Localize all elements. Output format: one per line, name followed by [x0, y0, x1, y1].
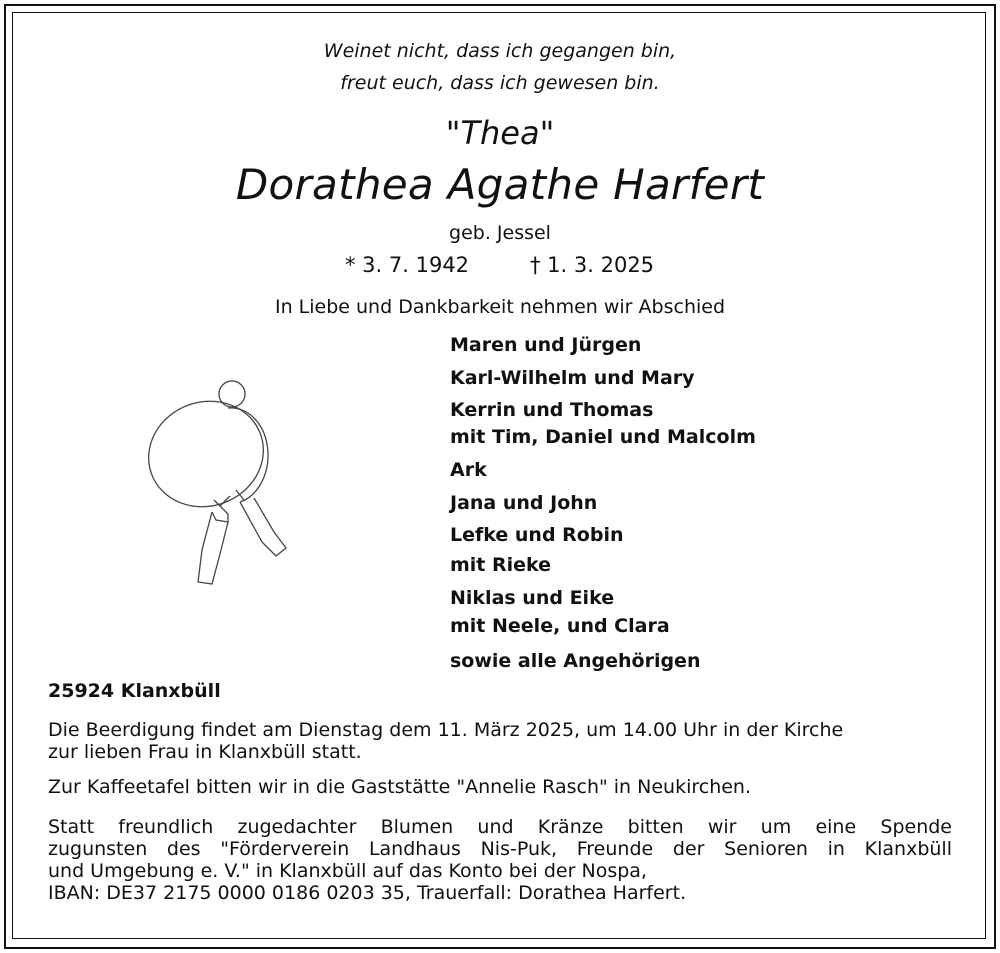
- donation-line-2: zugunsten des "Förderverein Landhaus Nis-Puk, Freunde der Senioren in Klanxbüll: [48, 838, 952, 860]
- birth-date: * 3. 7. 1942: [345, 253, 470, 277]
- mourner-line: mit Neele, und Clara: [450, 615, 670, 637]
- mourner-line: mit Rieke: [450, 554, 552, 576]
- farewell-line: In Liebe und Dankbarkeit nehmen wir Abschied: [274, 296, 726, 318]
- mourner-line: Karl-Wilhelm und Mary: [450, 367, 695, 389]
- donation-line-3: und Umgebung e. V." in Klanxbüll auf das Konto bei der Nospa,: [48, 860, 647, 882]
- funeral-line-1: Die Beerdigung findet am Dienstag dem 11. März 2025, um 14.00 Uhr in der Kirche: [48, 719, 844, 741]
- mourner-line: mit Tim, Daniel und Malcolm: [450, 426, 756, 448]
- death-date: † 1. 3. 2025: [530, 253, 655, 277]
- birth-name: geb. Jessel: [449, 222, 551, 244]
- town-line: 25924 Klanxbüll: [48, 680, 221, 702]
- nickname: "Thea": [445, 114, 555, 152]
- mourner-line: Maren und Jürgen: [450, 334, 642, 356]
- donation-line-1: Statt freundlich zugedachter Blumen und Kränze bitten wir um eine Spende: [48, 816, 952, 838]
- donation-line-4: IBAN: DE37 2175 0000 0186 0203 35, Trauerfall: Dorathea Harfert.: [48, 882, 687, 904]
- mourner-line: sowie alle Angehörigen: [450, 650, 701, 672]
- funeral-line-2: zur lieben Frau in Klanxbüll statt.: [48, 741, 362, 763]
- poem-line-2: freut euch, dass ich gewesen bin.: [340, 72, 660, 94]
- mourner-line: Jana und John: [450, 492, 598, 514]
- mourner-line: Lefke und Robin: [450, 524, 624, 546]
- mourner-line: Ark: [450, 459, 487, 481]
- donation-paragraph: [48, 816, 952, 904]
- table-tennis-paddles-icon: [136, 372, 306, 592]
- coffee-paragraph: Zur Kaffeetafel bitten wir in die Gaststätte "Annelie Rasch" in Neukirchen.: [48, 776, 752, 798]
- deceased-name: Dorathea Agathe Harfert: [235, 160, 765, 209]
- funeral-paragraph: [48, 719, 952, 763]
- mourner-line: Kerrin und Thomas: [450, 399, 654, 421]
- mourner-line: Niklas und Eike: [450, 587, 615, 609]
- poem-line-1: Weinet nicht, dass ich gegangen bin,: [323, 40, 677, 62]
